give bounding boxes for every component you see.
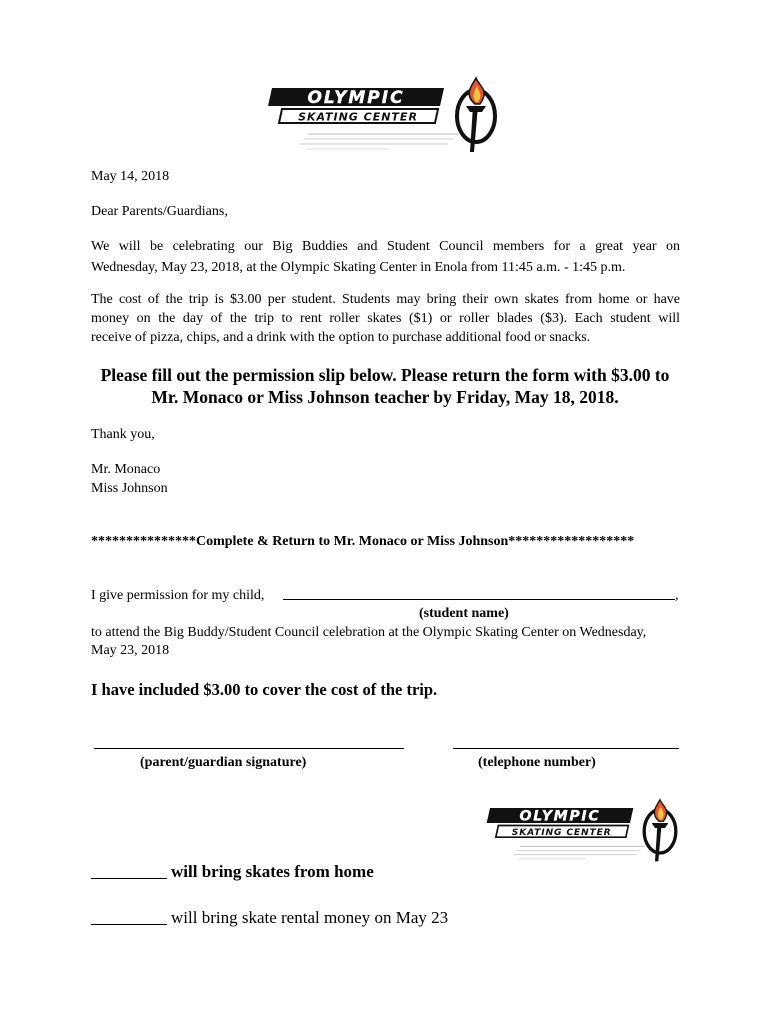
signature-line[interactable] — [94, 748, 404, 749]
signer-monaco: Mr. Monaco — [91, 462, 161, 477]
paragraph-2-line-1: The cost of the trip is $3.00 per student. Students may bring their own skates from home or have — [91, 292, 680, 307]
telephone-line[interactable] — [453, 748, 679, 749]
student-name-line[interactable] — [283, 599, 675, 600]
included-statement: I have included $3.00 to cover the cost of the trip. — [91, 680, 438, 699]
permission-suffix: , — [675, 588, 679, 603]
salutation: Dear Parents/Guardians, — [91, 204, 228, 219]
svg-text:SKATING CENTER: SKATING CENTER — [298, 110, 418, 124]
permission-prefix: I give permission for my child, — [91, 588, 265, 603]
attend-line-1: to attend the Big Buddy/Student Council celebration at the Olympic Skating Center on Wednesday, — [91, 625, 647, 640]
skates-option: will bring skates from home — [171, 862, 374, 881]
closing: Thank you, — [91, 427, 155, 442]
instruction-line-1: Please fill out the permission slip below. Please return the form with $3.00 to — [100, 365, 670, 385]
paragraph-1-line-1: We will be celebrating our Big Buddies and Student Council members for a great year on — [91, 239, 680, 254]
paragraph-2-line-3: receive of pizza, chips, and a drink with the option to purchase additional food or snacks. — [91, 330, 591, 345]
svg-text:OLYMPIC: OLYMPIC — [307, 88, 405, 108]
telephone-label: (telephone number) — [478, 755, 596, 770]
money-blank[interactable] — [91, 924, 167, 925]
signer-johnson: Miss Johnson — [91, 481, 168, 496]
money-option: will bring skate rental money on May 23 — [171, 908, 449, 927]
paragraph-1-line-2: Wednesday, May 23, 2018, at the Olympic Skating Center in Enola from 11:45 a.m. - 1:45 p.m. — [91, 260, 626, 275]
student-name-label: (student name) — [419, 606, 509, 621]
svg-text:OLYMPIC: OLYMPIC — [519, 808, 601, 825]
letter-date: May 14, 2018 — [91, 169, 170, 184]
olympic-skating-center-logo — [268, 76, 504, 160]
paragraph-2-line-2: money on the day of the trip to rent roller skates ($1) or roller blades ($3). Each student will — [91, 311, 680, 326]
attend-line-2: May 23, 2018 — [91, 643, 170, 658]
slip-divider: ***************Complete & Return to Mr. Monaco or Miss Johnson****************** — [91, 534, 635, 549]
svg-text:SKATING CENTER: SKATING CENTER — [511, 827, 612, 839]
signature-label: (parent/guardian signature) — [140, 755, 307, 770]
skates-blank[interactable] — [91, 878, 167, 879]
olympic-skating-center-logo-bottom — [482, 798, 688, 868]
instruction-line-2: Mr. Monaco or Miss Johnson teacher by Friday, May 18, 2018. — [151, 387, 619, 407]
